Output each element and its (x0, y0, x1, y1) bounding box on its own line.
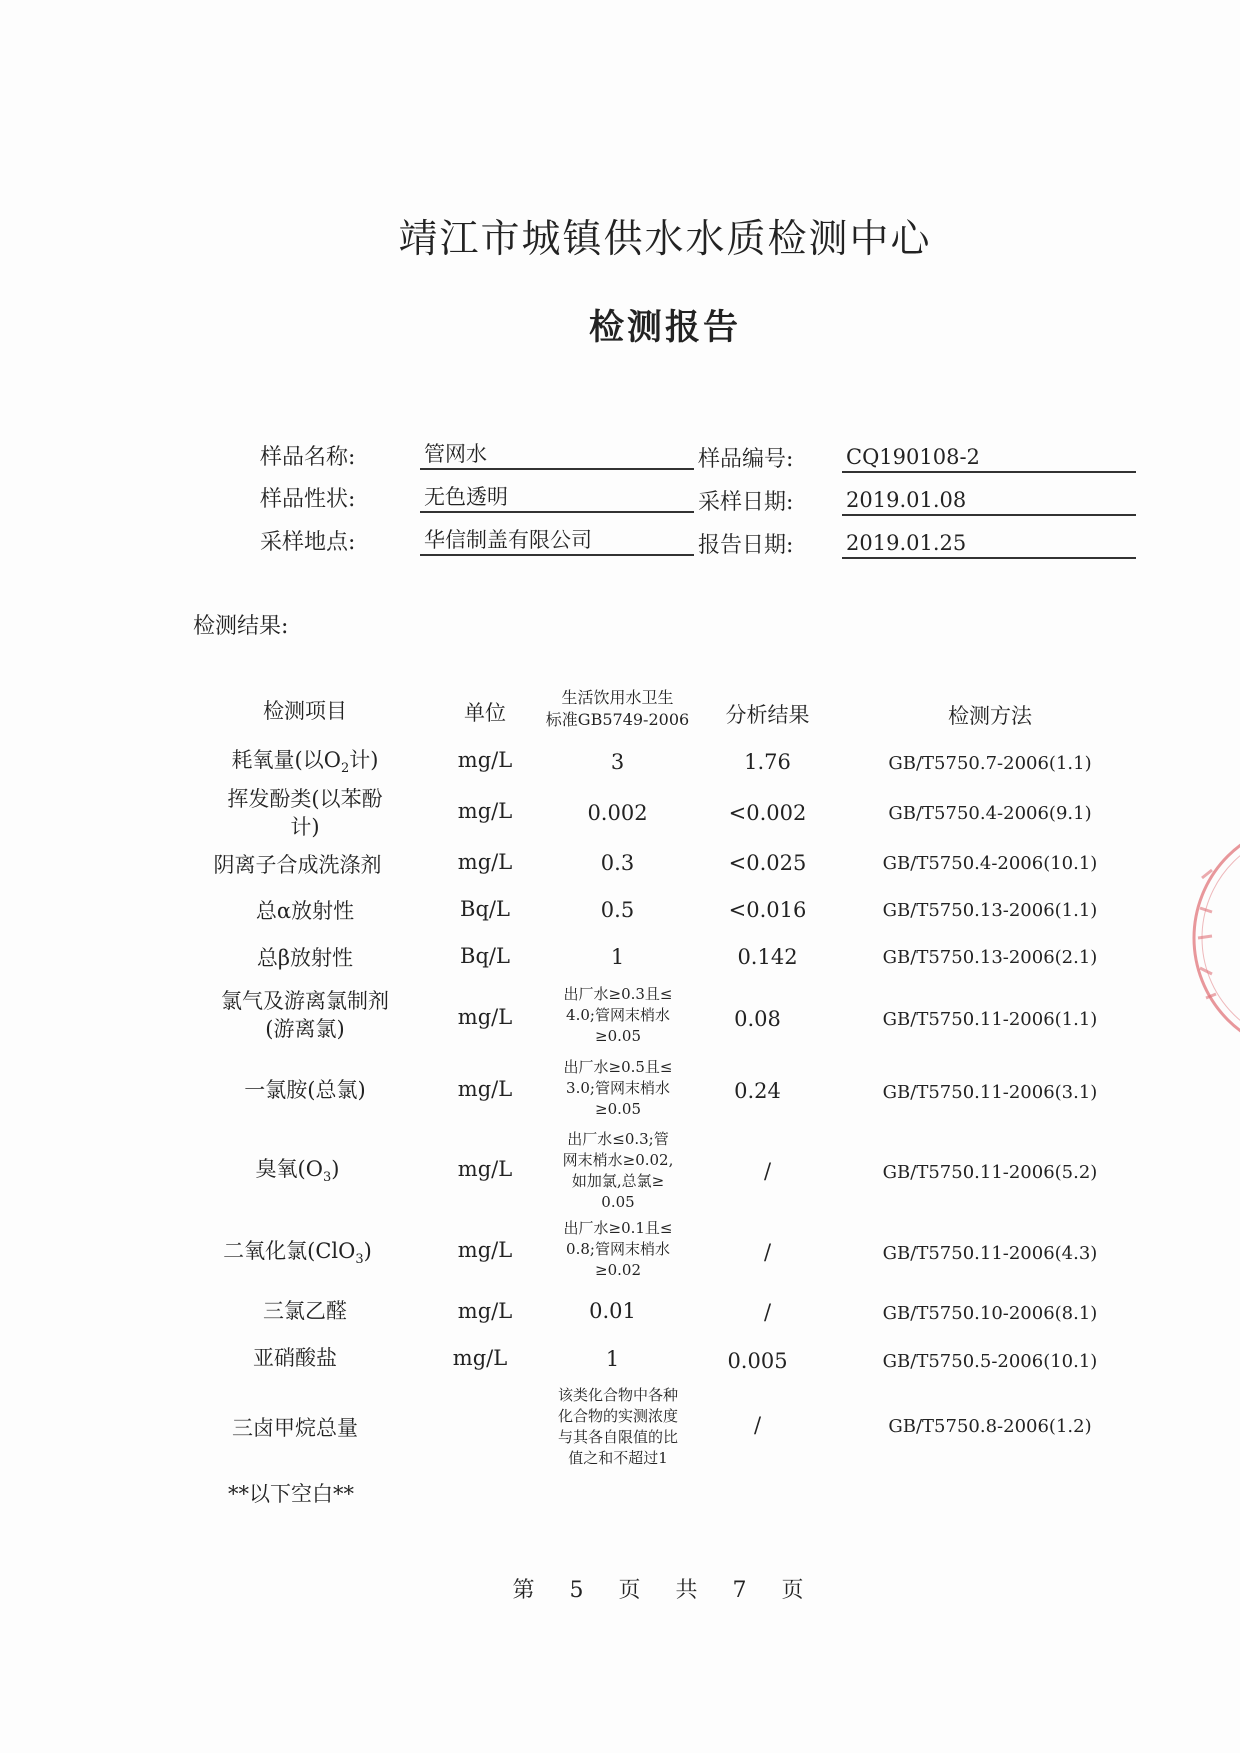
sample-name-value: 管网水 (420, 440, 694, 470)
col-header-item: 检测项目 (263, 699, 347, 723)
sample-no-value: CQ190108-2 (842, 443, 1136, 473)
report-title: 检测报告 (588, 307, 741, 348)
sampling-site-label: 采样地点: (260, 530, 356, 555)
table-row-method: GB/T5750.4-2006(10.1) (882, 853, 1098, 874)
table-row-standard: 出厂水≤0.3;管 网末梢水≥0.02, 如加氯,总氯≥ 0.05 (562, 1130, 674, 1211)
sampling-site-value: 华信制盖有限公司 (420, 526, 694, 556)
table-row-method: GB/T5750.4-2006(9.1) (888, 803, 1092, 824)
table-row-result: 0.142 (737, 945, 798, 969)
table-row-item: 总β放射性 (256, 946, 354, 970)
table-row-standard: 1 (605, 1347, 620, 1371)
table-row-result: / (753, 1413, 762, 1437)
sampling-date-label: 采样日期: (698, 490, 794, 515)
report-date-label: 报告日期: (698, 533, 794, 558)
page-footer: 第 5 页 共 7 页 (512, 1578, 818, 1603)
table-row-method: GB/T5750.11-2006(3.1) (882, 1082, 1098, 1103)
table-row-item: 耗氧量(以$O_2$计) (231, 748, 379, 777)
col-header-unit: 单位 (464, 701, 506, 725)
col-header-standard (530, 687, 705, 731)
table-row-method: GB/T5750.11-2006(1.1) (882, 1009, 1098, 1030)
table-row-standard: 0.002 (587, 801, 648, 825)
table-row-standard: 0.5 (600, 898, 635, 922)
table-row-standard: 该类化合物中各种 化合物的实测浓度 与其各自限值的比 值之和不超过1 (557, 1386, 678, 1467)
table-row-unit: mg/L (457, 1299, 513, 1323)
table-row-standard: 出厂水≥0.5且≤ 3.0;管网末梢水 ≥0.05 (563, 1058, 673, 1118)
table-row-item: 一氯胺(总氯) (244, 1078, 366, 1102)
sampling-date-value: 2019.01.08 (842, 486, 1136, 516)
table-row-unit: mg/L (457, 1238, 513, 1262)
table-row-unit: Bq/L (460, 944, 510, 968)
table-row-unit: mg/L (457, 799, 513, 823)
table-row-unit: mg/L (457, 1077, 513, 1101)
table-row-result: <0.025 (728, 851, 807, 875)
report-date-value: 2019.01.25 (842, 529, 1136, 559)
col-header-standard-line1: 生活饮用水卫生 (561, 688, 674, 707)
table-row-method: GB/T5750.13-2006(1.1) (882, 900, 1098, 921)
sample-state-label: 样品性状: (260, 487, 356, 512)
table-row-item: 阴离子合成洗涤剂 (213, 853, 382, 877)
table-row-unit: Bq/L (460, 897, 510, 921)
table-row-method: GB/T5750.11-2006(5.2) (882, 1162, 1098, 1183)
table-row-standard: 1 (610, 945, 625, 969)
table-row-method: GB/T5750.5-2006(10.1) (882, 1351, 1098, 1372)
table-row-unit: mg/L (457, 748, 513, 772)
table-row-result: <0.002 (728, 801, 807, 825)
org-name: 靖江市城镇供水水质检测中心 (398, 217, 932, 262)
table-row-item: 总α放射性 (255, 899, 355, 923)
table-row-result: / (763, 1300, 772, 1324)
table-row-standard: 3 (610, 750, 625, 774)
table-row-method: GB/T5750.11-2006(4.3) (882, 1243, 1098, 1264)
table-row-standard: 0.01 (589, 1299, 636, 1323)
sample-state-value: 无色透明 (420, 483, 694, 513)
table-row-item: 臭氧$(O_3)$ (255, 1157, 340, 1186)
col-header-standard-line2: 标准GB5749-2006 (545, 710, 690, 729)
table-row-unit: mg/L (457, 850, 513, 874)
blank-note: **以下空白** (228, 1482, 354, 1506)
table-row-item: 三卤甲烷总量 (232, 1416, 358, 1440)
table-row-method: GB/T5750.8-2006(1.2) (888, 1416, 1092, 1437)
sample-no-label: 样品编号: (698, 447, 794, 472)
table-row-result: 0.08 (734, 1007, 781, 1031)
official-seal-stamp (1180, 818, 1240, 1058)
results-heading: 检测结果: (193, 614, 289, 639)
table-row-item: 三氯乙醛 (263, 1299, 347, 1323)
table-row-item: 氯气及游离氯制剂 (游离氯) (221, 989, 389, 1041)
table-row-result: 0.24 (734, 1079, 781, 1103)
col-header-result: 分析结果 (725, 703, 810, 727)
seal-stamp-icon (1180, 818, 1240, 1058)
table-row-item: 亚硝酸盐 (253, 1346, 337, 1370)
table-row-item: 二氧化氯(ClO$_3$) (223, 1239, 372, 1268)
col-header-method: 检测方法 (948, 704, 1032, 728)
table-row-standard: 0.3 (600, 851, 635, 875)
table-row-result: / (763, 1159, 772, 1183)
table-row-unit: mg/L (452, 1346, 508, 1370)
table-row-result: 0.005 (727, 1349, 788, 1373)
table-row-item: 挥发酚类(以苯酚 计) (227, 787, 383, 839)
table-row-result: / (763, 1240, 772, 1264)
table-row-method: GB/T5750.10-2006(8.1) (882, 1303, 1098, 1324)
table-row-standard: 出厂水≥0.3且≤ 4.0;管网末梢水 ≥0.05 (563, 985, 673, 1045)
table-row-unit: mg/L (457, 1005, 513, 1029)
sample-name-label: 样品名称: (260, 445, 356, 470)
table-row-method: GB/T5750.7-2006(1.1) (888, 753, 1092, 774)
table-row-method: GB/T5750.13-2006(2.1) (882, 947, 1098, 968)
table-row-unit: mg/L (457, 1157, 513, 1181)
table-row-result: 1.76 (744, 750, 791, 774)
table-row-result: <0.016 (728, 898, 807, 922)
table-row-standard: 出厂水≥0.1且≤ 0.8;管网末梢水 ≥0.02 (563, 1219, 673, 1279)
